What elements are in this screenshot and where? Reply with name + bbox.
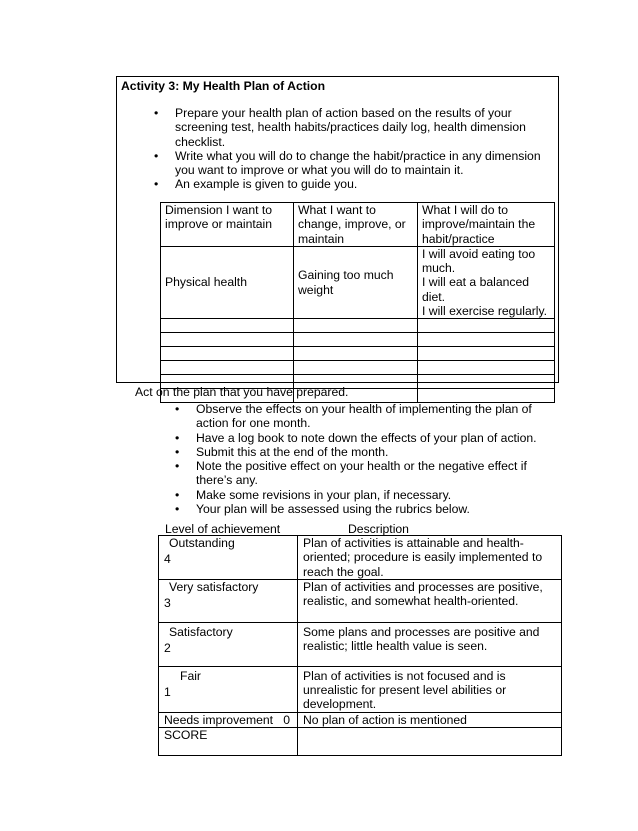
list-item: • Prepare your health plan of action based on the results of your screening test, health habits/practices daily log, health dimension checklist. <box>154 106 558 149</box>
level-name: Outstanding <box>169 536 235 550</box>
table-cell[interactable] <box>294 319 418 333</box>
table-row <box>161 347 555 361</box>
table-header: What I want to change, improve, or maintain <box>294 203 418 247</box>
act-bullets <box>175 402 560 516</box>
list-item: • Note the positive effect on your health or the negative effect if there’s any. <box>175 459 560 488</box>
table-row <box>159 622 562 666</box>
activity-title: Activity 3: My Health Plan of Action <box>121 79 326 93</box>
table-cell[interactable] <box>294 361 418 375</box>
table-cell[interactable] <box>161 319 294 333</box>
level-score: 3 <box>164 596 171 611</box>
table-cell[interactable] <box>418 347 555 361</box>
list-item: • Submit this at the end of the month. <box>175 445 560 459</box>
table-row <box>161 203 555 247</box>
rubric-description-cell: Plan of activities is not focused and is unrealistic for present level abilities or development. <box>298 666 562 712</box>
table-row <box>159 536 562 580</box>
rubric-description-cell: Plan of activities and processes are positive, realistic, and somewhat health-oriented. <box>298 579 562 622</box>
rubric-level-cell <box>159 622 298 666</box>
table-header: Dimension I want to improve or maintain <box>161 203 294 247</box>
needs-improvement-desc: No plan of action is mentioned <box>298 712 562 727</box>
table-row <box>161 361 555 375</box>
table-row <box>161 333 555 347</box>
list-item: • Your plan will be assessed using the rubrics below. <box>175 502 560 516</box>
table-row <box>161 319 555 333</box>
table-header: What I will do to improve/maintain the habit/practice <box>418 203 555 247</box>
level-name: Fair <box>180 668 201 683</box>
table-cell[interactable] <box>161 333 294 347</box>
rubric-level-cell <box>159 666 298 712</box>
score-label: SCORE <box>159 728 298 756</box>
table-cell: I will avoid eating too much. I will eat a balanced diet. I will exercise regularly. <box>418 246 555 318</box>
table-row <box>159 728 562 756</box>
table-cell[interactable] <box>418 389 555 403</box>
rubric-table <box>158 535 562 756</box>
list-item: • Observe the effects on your health of implementing the plan of action for one month. <box>175 402 560 431</box>
example-table <box>160 202 555 403</box>
rubric-level-cell <box>159 579 298 622</box>
table-cell[interactable] <box>294 347 418 361</box>
table-cell[interactable] <box>161 347 294 361</box>
table-cell[interactable] <box>418 333 555 347</box>
level-score: 1 <box>164 685 171 700</box>
table-cell[interactable] <box>418 375 555 389</box>
table-row <box>159 666 562 712</box>
table-cell[interactable] <box>161 361 294 375</box>
level-score: 4 <box>164 552 171 567</box>
table-row <box>159 579 562 622</box>
rubric-description-header: Description <box>348 522 409 536</box>
table-row <box>159 712 562 727</box>
list-item: • Write what you will do to change the habit/practice in any dimension you want to improve or what you will do to maintain it. <box>154 149 558 178</box>
table-cell: Gaining too much weight <box>294 246 418 318</box>
level-score: 2 <box>164 641 171 656</box>
needs-improvement-cell: Needs improvement 0 <box>159 712 298 727</box>
rubric-description-cell: Plan of activities is attainable and health-oriented; procedure is easily implemented to reach the goal. <box>298 536 562 580</box>
table-cell[interactable] <box>418 319 555 333</box>
table-row <box>161 246 555 318</box>
level-name: Satisfactory <box>169 624 233 639</box>
rubric-level-cell <box>159 536 298 580</box>
level-name: Very satisfactory <box>169 579 259 594</box>
list-item: • Make some revisions in your plan, if necessary. <box>175 488 560 502</box>
score-value-cell[interactable] <box>298 728 562 756</box>
table-cell[interactable] <box>418 361 555 375</box>
activity-bullets <box>154 106 558 192</box>
rubric-level-header: Level of achievement <box>165 522 281 536</box>
act-intro: Act on the plan that you have prepared. <box>135 385 349 399</box>
table-cell[interactable] <box>294 333 418 347</box>
table-cell: Physical health <box>161 246 294 318</box>
list-item: • An example is given to guide you. <box>154 177 558 191</box>
rubric-description-cell: Some plans and processes are positive and realistic; little health value is seen. <box>298 622 562 666</box>
list-item: • Have a log book to note down the effects of your plan of action. <box>175 431 560 445</box>
